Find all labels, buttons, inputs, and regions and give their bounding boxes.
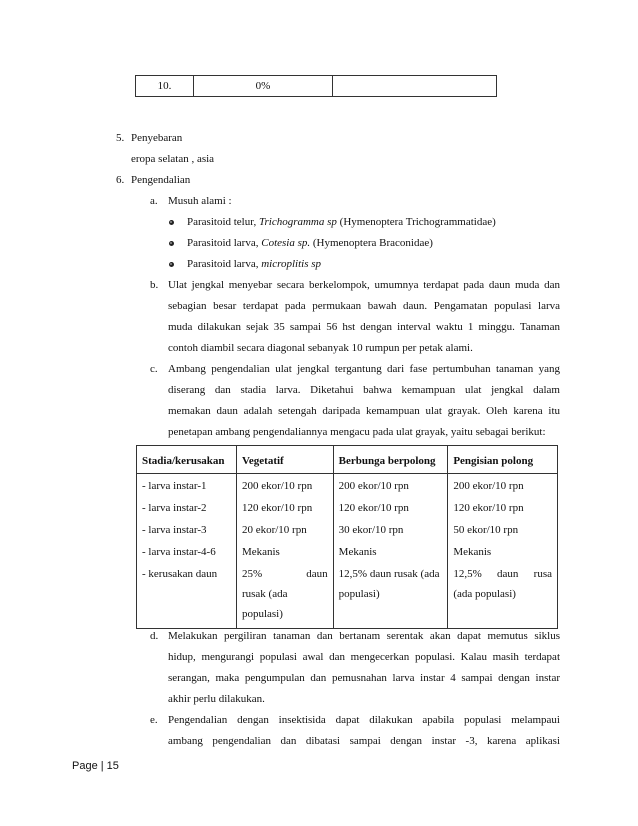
table-cell: Mekanis xyxy=(448,540,558,562)
bullet-icon xyxy=(169,262,174,267)
paragraph-line: Melakukan pergiliran tanaman dan bertanam serentak akan dapat memutus siklus xyxy=(168,630,560,642)
top-table-cell xyxy=(333,76,496,96)
table-cell: Mekanis xyxy=(333,540,448,562)
table-row xyxy=(137,562,558,629)
table-cell: - larva instar-4-6 xyxy=(137,540,237,562)
paragraph-line: Ulat jengkal menyebar secara berkelompok, umumnya terdapat pada daun muda dan xyxy=(168,279,560,291)
paragraph-line: contoh diambil secara diagonal sebanyak 10 rumpun per petak alami. xyxy=(168,342,473,354)
cell-line: populasi) xyxy=(338,588,380,600)
column-header: Stadia/kerusakan xyxy=(137,446,237,474)
paragraph-line: akhir perlu dilakukan. xyxy=(168,693,265,705)
column-header: Pengisian polong xyxy=(448,446,558,474)
section-title: Pengendalian xyxy=(131,174,191,186)
table-cell: 30 ekor/10 rpn xyxy=(333,518,448,540)
table-cell: 200 ekor/10 rpn xyxy=(448,474,558,497)
paragraph-line: muda dilakukan sejak 35 sampai 56 hst dengan interval waktu 1 minggu. Tanaman xyxy=(168,321,560,333)
table-row xyxy=(137,496,558,518)
top-table-cell: 0% xyxy=(194,76,333,96)
section-title: Penyebaran xyxy=(131,132,183,144)
item-label: d. xyxy=(150,630,159,642)
list-item: Parasitoid larva, Cotesia sp. (Hymenoptera Braconidae) xyxy=(187,237,433,249)
cell-line: populasi) xyxy=(241,608,283,620)
paragraph-line: ambang pengendalian dan dibatasi sampai dengan instar -3, karena aplikasi xyxy=(168,735,560,747)
item-label: a. xyxy=(150,195,158,207)
item-label: c. xyxy=(150,363,158,375)
table-cell: 120 ekor/10 rpn xyxy=(448,496,558,518)
paragraph-line: Ambang pengendalian ulat jengkal tergantung dari fase pertumbuhan tanaman yang xyxy=(168,363,560,375)
table-cell: 200 ekor/10 rpn xyxy=(236,474,333,497)
top-table xyxy=(135,75,497,97)
item-title: Musuh alami : xyxy=(168,195,232,207)
table-cell: - larva instar-2 xyxy=(137,496,237,518)
table-cell: - kerusakan daun xyxy=(137,562,237,629)
section-number: 6. xyxy=(116,174,125,186)
cell-line: rusak (ada xyxy=(241,588,288,600)
table-cell xyxy=(236,562,333,629)
section-number: 5. xyxy=(116,132,125,144)
paragraph-line: Pengendalian dengan insektisida dapat dilakukan apabila populasi melampaui xyxy=(168,714,560,726)
table-cell: 120 ekor/10 rpn xyxy=(236,496,333,518)
table-cell xyxy=(448,562,558,629)
bullet-icon xyxy=(169,220,174,225)
page-footer: Page | 15 xyxy=(72,760,119,772)
cell-line: (ada populasi) xyxy=(453,588,516,600)
list-item: Parasitoid telur, Trichogramma sp (Hymenoptera Trichogrammatidae) xyxy=(187,216,496,228)
paragraph-line: memakan daun adalah setengah daripada kemampuan ulat grayak. Oleh karena itu xyxy=(168,405,560,417)
threshold-table xyxy=(136,445,558,629)
table-cell: 200 ekor/10 rpn xyxy=(333,474,448,497)
paragraph-line: penetapan ambang pengendaliannya mengacu pada ulat grayak, yaitu sebagai berikut: xyxy=(168,426,546,438)
table-cell: 20 ekor/10 rpn xyxy=(236,518,333,540)
table-cell xyxy=(333,562,448,629)
paragraph-line: hidup, mengurangi populasi awal dan mengecerkan populasi. Kalau masih terdapat xyxy=(168,651,560,663)
column-header: Berbunga berpolong xyxy=(333,446,448,474)
paragraph-line: sebagian besar terdapat pada permukaan bawah daun. Pengamatan populasi larva xyxy=(168,300,560,312)
top-table-cell: 10. xyxy=(136,76,194,96)
cell-line: 25% daun xyxy=(241,568,328,580)
section-text: eropa selatan , asia xyxy=(131,153,215,165)
table-cell: - larva instar-1 xyxy=(137,474,237,497)
paragraph-line: serangan, maka pengumpulan dan pemusnahan larva instar 4 sampai dengan instar xyxy=(168,672,560,684)
table-row xyxy=(137,540,558,562)
table-cell: 120 ekor/10 rpn xyxy=(333,496,448,518)
table-header-row xyxy=(137,446,558,474)
bullet-icon xyxy=(169,241,174,246)
item-label: e. xyxy=(150,714,158,726)
list-item: Parasitoid larva, microplitis sp xyxy=(187,258,322,270)
cell-line: 12,5% daun rusa xyxy=(453,568,552,580)
paragraph-line: diserang dan stadia larva. Diketahui bahwa kemampuan ulat jengkal dalam xyxy=(168,384,560,396)
table-row xyxy=(137,518,558,540)
item-label: b. xyxy=(150,279,159,291)
cell-line: 12,5% daun rusak (ada xyxy=(338,568,440,580)
table-cell: - larva instar-3 xyxy=(137,518,237,540)
column-header: Vegetatif xyxy=(236,446,333,474)
table-row xyxy=(137,474,558,497)
table-cell: 50 ekor/10 rpn xyxy=(448,518,558,540)
table-cell: Mekanis xyxy=(236,540,333,562)
